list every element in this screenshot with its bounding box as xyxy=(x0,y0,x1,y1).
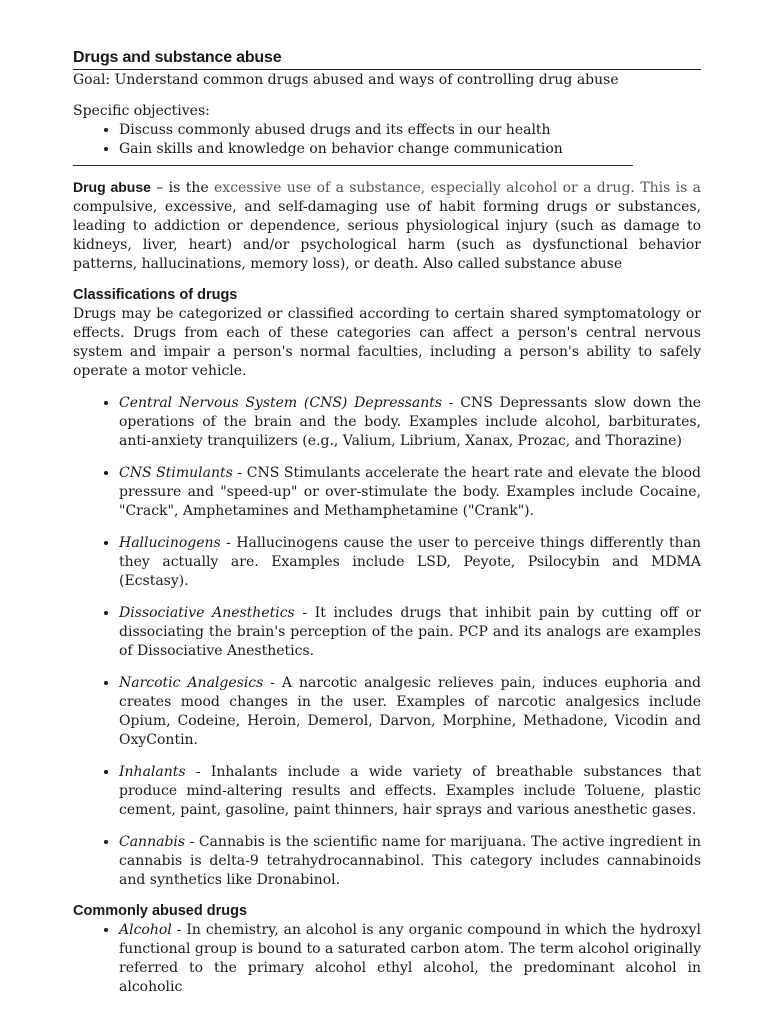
definition-dash: – is the xyxy=(150,180,215,196)
abused-drug-item xyxy=(119,921,701,997)
classifications-list xyxy=(73,394,701,890)
classification-text: - CNS Stimulants accelerate the heart rate and elevate the blood pressure and "speed-up" or over-stimulate the body. Examples include Cocaine, "Crack", Amphetamines and Methamphetamine ("Crank"). xyxy=(119,465,701,519)
objectives-heading: Specific objectives: xyxy=(73,103,210,119)
classification-item xyxy=(119,674,701,750)
classification-item xyxy=(119,394,701,451)
classification-name: Narcotic Analgesics xyxy=(119,675,264,691)
commonly-abused-heading: Commonly abused drugs xyxy=(73,903,248,919)
section-divider xyxy=(73,165,633,166)
classification-name: Cannabis xyxy=(119,834,186,850)
goal-text: Goal: Understand common drugs abused and ways of controlling drug abuse xyxy=(73,72,619,88)
objective-item: • Gain skills and knowledge on behavior change communication xyxy=(119,140,701,159)
page-title: Drugs and substance abuse xyxy=(73,49,282,66)
abused-drug-text: - In chemistry, an alcohol is any organic compound in which the hydroxyl functional group is bound to a saturated carbon atom. The term alcohol originally referred to the primary alcohol ethyl alcohol, the predominant alcohol in alcoholic xyxy=(119,922,701,995)
commonly-abused-list xyxy=(73,921,701,997)
definition-term: Drug abuse xyxy=(73,179,151,195)
classifications-heading: Classifications of drugs xyxy=(73,287,238,303)
classifications-intro: Drugs may be categorized or classified according to certain shared symptomatology or effects. Drugs from each of these categories can affect a person's central nervous system and impair a person's normal faculties, including a person's ability to safely operate a motor vehicle. xyxy=(73,306,701,379)
classification-text: - Inhalants include a wide variety of breathable substances that produce mind-altering results and effects. Examples include Toluene, plastic cement, paint, gasoline, paint thinners, hair sprays and various anesthetic gases. xyxy=(119,764,701,818)
classification-name: Dissociative Anesthetics xyxy=(119,605,295,621)
title-row xyxy=(73,48,701,70)
definition-highlight: excessive use of a substance, especially alcohol or a drug. This is a xyxy=(214,180,702,196)
classification-text: - Cannabis is the scientific name for marijuana. The active ingredient in cannabis is delta-9 tetrahydrocannabinol. This category includes cannabinoids and synthetics like Dronabinol. xyxy=(119,834,701,888)
classification-item xyxy=(119,763,701,820)
classification-name: Central Nervous System (CNS) Depressants xyxy=(119,395,443,411)
classification-item xyxy=(119,604,701,661)
classification-text: - CNS Depressants slow down the operations of the brain and the body. Examples include alcohol, barbiturates, anti-anxiety tranquilizers (e.g., Valium, Librium, Xanax, Prozac, and Thorazine) xyxy=(119,395,701,449)
classification-item xyxy=(119,464,701,521)
classification-name: Hallucinogens xyxy=(119,535,221,551)
classification-item xyxy=(119,833,701,890)
classification-name: Inhalants xyxy=(119,764,186,780)
classification-text: - Hallucinogens cause the user to perceive things differently than they actually are. Examples include LSD, Peyote, Psilocybin and MDMA (Ecstasy). xyxy=(119,535,701,589)
objective-item: • Discuss commonly abused drugs and its effects in our health xyxy=(119,121,701,140)
objectives-list xyxy=(73,121,701,159)
classification-text: - A narcotic analgesic relieves pain, induces euphoria and creates mood changes in the user. Examples of narcotic analgesics include Opium, Codeine, Heroin, Demerol, Darvon, Morphine, Methadone, Vicodin and OxyContin. xyxy=(119,675,701,748)
abused-drug-name: Alcohol xyxy=(119,922,172,938)
classification-text: - It includes drugs that inhibit pain by cutting off or dissociating the brain's perception of the pain. PCP and its analogs are examples of Dissociative Anesthetics. xyxy=(119,605,701,659)
classification-item xyxy=(119,534,701,591)
definition-paragraph xyxy=(73,178,701,274)
definition-rest: compulsive, excessive, and self-damaging use of habit forming drugs or substances, leading to addiction or dependence, serious physiological injury (such as damage to kidneys, liver, heart) and/or psychological harm (such as dysfunctional behavior patterns, hallucinations, memory loss), or death. Also called substance abuse xyxy=(73,199,701,272)
classification-name: CNS Stimulants xyxy=(119,465,233,481)
